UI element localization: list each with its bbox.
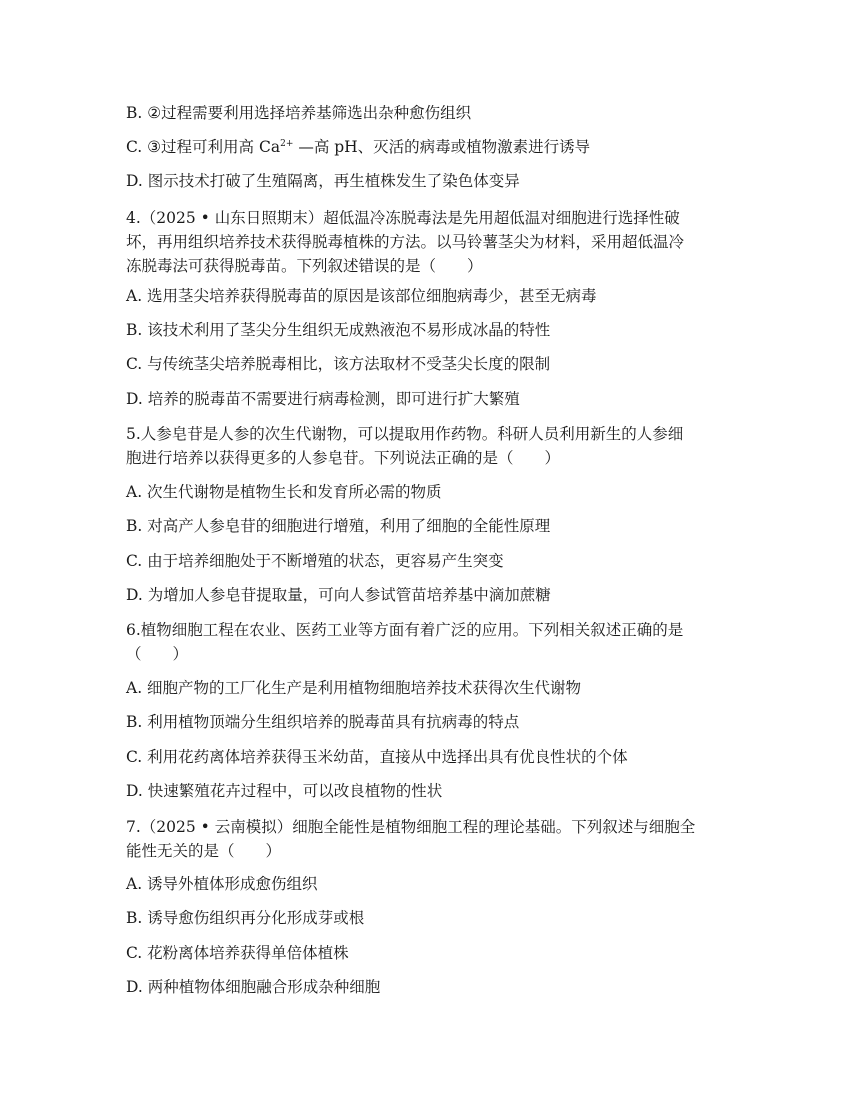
q7-option-d: D. 两种植物体细胞融合形成杂种细胞 [126,978,381,996]
q6-option-d: D. 快速繁殖花卉过程中，可以改良植物的性状 [126,782,443,800]
q6-option-a: A. 细胞产物的工厂化生产是利用植物细胞培养技术获得次生代谢物 [126,679,582,697]
q5-option-d: D. 为增加人参皂苷提取量，可向人参试管苗培养基中滴加蔗糖 [126,586,551,604]
q3-option-c [126,135,590,159]
q4-option-a: A. 选用茎尖培养获得脱毒苗的原因是该部位细胞病毒少，甚至无病毒 [126,287,597,305]
q5-option-a: A. 次生代谢物是植物生长和发育所必需的物质 [126,483,442,501]
q4-option-b: B. 该技术利用了茎尖分生组织无成熟液泡不易形成冰晶的特性 [126,321,551,339]
q7-option-c: C. 花粉离体培养获得单倍体植株 [126,944,349,962]
q6-stem-line-2: （ ） [126,645,189,663]
q6-option-c: C. 利用花药离体培养获得玉米幼苗，直接从中选择出具有优良性状的个体 [126,748,628,766]
q3-option-c-text: C. ③过程可利用高 Ca [126,138,281,156]
q5-stem-line-1: 5.人参皂苷是人参的次生代谢物，可以提取用作药物。科研人员利用新生的人参细 [126,425,684,443]
q5-stem-line-2: 胞进行培养以获得更多的人参皂苷。下列说法正确的是（ ） [126,449,561,467]
q7-option-a: A. 诱导外植体形成愈伤组织 [126,875,318,893]
q6-stem-line-1: 6.植物细胞工程在农业、医药工业等方面有着广泛的应用。下列相关叙述正确的是 [126,621,684,639]
q5-option-c: C. 由于培养细胞处于不断增殖的状态，更容易产生突变 [126,552,504,570]
q4-option-c: C. 与传统茎尖培养脱毒相比，该方法取材不受茎尖长度的限制 [126,355,551,373]
q4-option-d: D. 培养的脱毒苗不需要进行病毒检测，即可进行扩大繁殖 [126,390,520,408]
q4-stem-line-1: 4.（2025 • 山东日照期末）超低温冷冻脱毒法是先用超低温对细胞进行选择性破 [126,209,680,227]
q3-option-c-text-rest: —高 pH、灭活的病毒或植物激素进行诱导 [298,138,591,156]
q7-stem-line-1: 7.（2025 • 云南模拟）细胞全能性是植物细胞工程的理论基础。下列叙述与细胞全 [126,818,696,836]
q7-stem-line-2: 能性无关的是（ ） [126,842,282,860]
q3-option-b: B. ②过程需要利用选择培养基筛选出杂种愈伤组织 [126,104,472,122]
q6-option-b: B. 利用植物顶端分生组织培养的脱毒苗具有抗病毒的特点 [126,713,520,731]
q3-option-c-superscript: 2+ [280,138,294,149]
q3-option-d: D. 图示技术打破了生殖隔离，再生植株发生了染色体变异 [126,172,520,190]
q5-option-b: B. 对高产人参皂苷的细胞进行增殖，利用了细胞的全能性原理 [126,517,551,535]
q7-option-b: B. 诱导愈伤组织再分化形成芽或根 [126,909,365,927]
q4-stem-line-3: 冻脱毒法可获得脱毒苗。下列叙述错误的是（ ） [126,257,483,275]
q4-stem-line-2: 坏，再用组织培养技术获得脱毒植株的方法。以马铃薯茎尖为材料，采用超低温冷 [126,233,685,251]
